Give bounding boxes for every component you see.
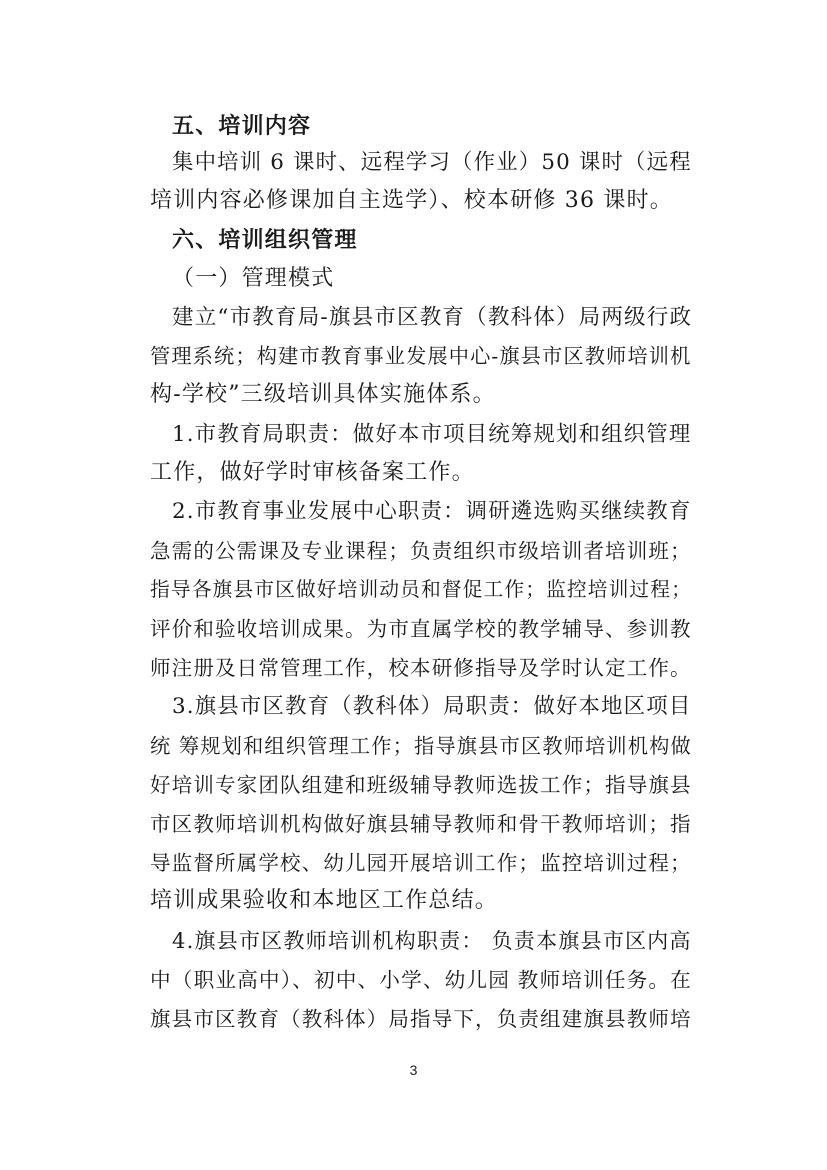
paragraph-line: 旗县市区教育（教科体）局指导下，负责组建旗县教师培 bbox=[150, 1007, 692, 1031]
page-number: 3 bbox=[409, 1062, 418, 1078]
paragraph-line: 导监督所属学校、幼儿园开展培训工作；监控培训过程； bbox=[150, 851, 692, 875]
paragraph-line: 培训内容必修课加自主选学）、校本研修 36 课时。 bbox=[150, 188, 673, 213]
paragraph-line: 好培训专家团队组建和班级辅导教师选拔工作；指导旗县 bbox=[150, 773, 692, 797]
paragraph-line: 2.市教育事业发展中心职责：调研遴选购买继续教育 bbox=[172, 499, 692, 524]
paragraph-line: 构-学校”三级培训具体实施体系。 bbox=[150, 382, 496, 407]
paragraph-line: 中（职业高中）、初中、小学、幼儿园 教师培训任务。在 bbox=[150, 968, 692, 992]
paragraph-line: 市区教师培训机构做好旗县辅导教师和骨干教师培训；指 bbox=[150, 812, 692, 836]
paragraph-line: 培训成果验收和本地区工作总结。 bbox=[150, 888, 499, 913]
paragraph-line: 集中培训 6 课时、远程学习（作业）50 课时（远程 bbox=[172, 150, 692, 175]
paragraph-line: 3.旗县市区教育（教科体）局职责：做好本地区项目 bbox=[172, 694, 692, 719]
paragraph-line: 指导各旗县市区做好培训动员和督促工作；监控培训过程； bbox=[150, 578, 692, 601]
paragraph-line: 急需的公需课及专业课程；负责组织市级培训者培训班； bbox=[150, 539, 692, 563]
paragraph-line: 4.旗县市区教师培训机构职责： 负责本旗县市区内高 bbox=[172, 928, 692, 953]
paragraph-line: 管理系统；构建市教育事业发展中心-旗县市区教师培训机 bbox=[150, 344, 692, 368]
paragraph-line: 评价和验收培训成果。为市直属学校的教学辅导、参训教 bbox=[150, 617, 692, 641]
section-heading-training-content: 五、培训内容 bbox=[172, 114, 312, 139]
subsection-heading-management-mode: （一）管理模式 bbox=[172, 266, 335, 291]
paragraph-line: 建立“市教育局-旗县市区教育（教科体）局两级行政 bbox=[172, 305, 693, 330]
paragraph-line: 统 筹规划和组织管理工作；指导旗县市区教师培训机构做 bbox=[150, 734, 692, 758]
section-heading-training-management: 六、培训组织管理 bbox=[172, 228, 358, 253]
paragraph-line: 师注册及日常管理工作，校本研修指导及学时认定工作。 bbox=[150, 656, 692, 680]
paragraph-line: 工作，做好学时审核备案工作。 bbox=[150, 460, 475, 485]
paragraph-line: 1.市教育局职责：做好本市项目统筹规划和组织管理 bbox=[172, 422, 692, 447]
